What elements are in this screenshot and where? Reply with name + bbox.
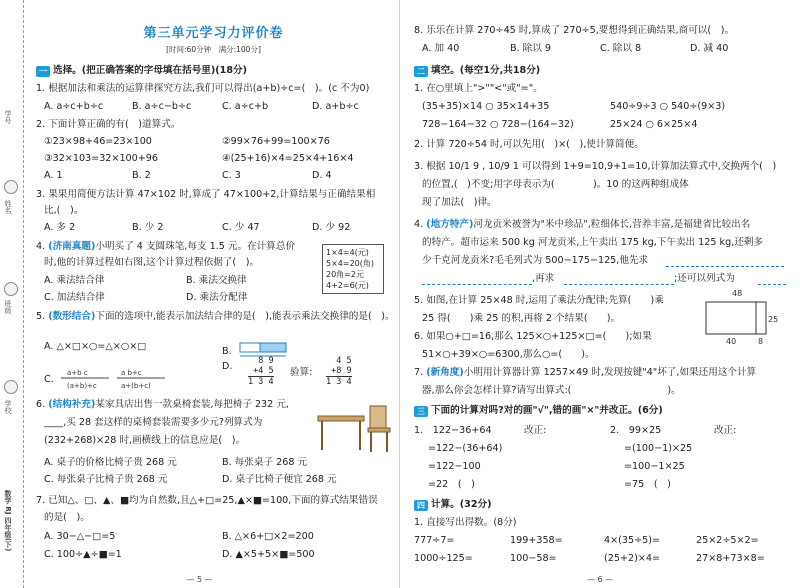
q1-option-a: A. a÷c+b÷c: [44, 101, 104, 112]
q6-stem-text: 某家具店出售一款桌椅套装,每把椅子 232 元,: [95, 399, 289, 410]
c2-step: 2. 99×25: [610, 425, 662, 436]
f1-item-3: 728−164−32 ○ 728−(164−32): [422, 119, 574, 130]
q2-option-a: A. 1: [44, 170, 63, 181]
exam-title: 第三单元学习力评价卷: [143, 26, 284, 41]
c2-step: =100−1×25: [624, 461, 685, 472]
q6-option-b: B. 每张桌子 268 元: [222, 457, 308, 468]
q2-item-2: ②99×76+99=100×76: [222, 136, 330, 147]
k1-stem: 1. 直接写出得数。(8分): [414, 517, 517, 528]
q1-stem: 1. 根据加法和乘法的运算律探究方法,我们可以得出(a+b)÷c=( )。(c 不为0): [36, 83, 370, 94]
q3-option-a: A. 多 2: [44, 222, 76, 233]
q3-option-d: D. 少 92: [312, 222, 351, 233]
section-3-text: 下面的计算对吗?对的画"√",错的画"×"并改正。(6分): [431, 405, 663, 416]
q2-item-1: ①23×98+46=23×100: [44, 136, 152, 147]
q1-option-c: C. a÷c+b: [222, 101, 269, 112]
k1-item: 100−58=: [510, 553, 557, 564]
calc-row: 4 5: [336, 356, 352, 366]
q7-option-c: C. 100÷▲÷■=1: [44, 549, 122, 560]
exam-subtitle: [时间:60分钟 满分:100分]: [166, 45, 261, 54]
c1-correction-label: 改正:: [524, 425, 547, 436]
q4-stem-text: 小明买了 4 支圆珠笔,每支 1.5 元。在计算总价: [95, 241, 296, 252]
f3-stem-line2: 的位置,( )不变;用字母表示为( )。10 的这两种组成体: [422, 179, 689, 190]
k1-item: 777÷7=: [414, 535, 455, 546]
q5-brace-figure: [59, 366, 169, 392]
f1-item-1: (35+35)×14 ○ 35×14+35: [422, 101, 550, 112]
f4-stem-line3: 少千克河龙贡米?毛毛列式为 500−175−125,他先求: [422, 255, 649, 266]
f4-stem-line4b: ;还可以列式为: [674, 273, 735, 284]
section-1-heading: [36, 64, 247, 78]
side-label-class: 班级: [4, 300, 12, 314]
side-label-name: 姓名: [4, 200, 12, 214]
section-number-badge: 二: [414, 66, 428, 77]
q5-option-d-label: D.: [222, 361, 233, 372]
q5-stem-text: 下面的选项中,能表示加法结合律的是( ),能表示乘法交换律的是( )。: [95, 311, 395, 322]
f5-fig-top-label: 48: [732, 289, 743, 298]
f7-stem-line2: 器,那么你会怎样计算?请写出算式:( )。: [422, 385, 681, 396]
q5-option-b-label: B.: [222, 346, 232, 357]
c1-step: =122−(36+64): [428, 443, 503, 454]
c1-step: 1. 122−36+64: [414, 425, 492, 436]
section-number-badge: 三: [414, 406, 428, 417]
q8-option-d: D. 减 40: [690, 43, 729, 54]
f2-stem: 2. 计算 720÷54 时,可以先用( )×( ),使计算简便。: [414, 139, 644, 150]
q4-option-c: C. 加法结合律: [44, 292, 105, 303]
q7-stem-line2: 的是( )。: [44, 512, 90, 523]
binding-hole-icon: [4, 380, 18, 394]
q4-stem-line1: 4. (济南真题)小明买了 4 支圆珠笔,每支 1.5 元。在计算总价: [36, 241, 296, 252]
section-number-badge: 一: [36, 66, 50, 77]
q3-stem-line2: 比,( )。: [44, 205, 84, 216]
k1-item: 4×(35÷5)=: [604, 535, 661, 546]
section-1-text: 选择。(把正确答案的字母填在括号里)(18分): [53, 65, 247, 76]
f5-fig-right-label: 25: [768, 315, 779, 324]
c2-step: =(100−1)×25: [624, 443, 693, 454]
section-4-text: 计算。(32分): [431, 499, 492, 510]
side-label-school: 学校: [4, 400, 12, 414]
q1-option-d: D. a+b÷c: [312, 101, 359, 112]
q4-stem-line2: 时,他的计算过程如右图,这个计算过程依据了( )。: [44, 257, 260, 268]
q4-tag: (济南真题): [48, 241, 96, 252]
q6-tag: (结构补充): [48, 399, 96, 410]
section-4-heading: [414, 498, 492, 512]
q4-box-line: 5×4=20(角): [326, 259, 375, 268]
calc-row: +4 5: [248, 366, 274, 377]
f1-item-2: 540÷9÷3 ○ 540÷(9×3): [610, 101, 726, 112]
k1-item: (25+2)×4=: [604, 553, 661, 564]
binding-hole-icon: [4, 180, 18, 194]
k1-item: 25×2÷5×2=: [696, 535, 759, 546]
f6-stem-line2: 51×○+39×○=6300,那么○=( )。: [422, 349, 595, 360]
c2-work: [610, 422, 692, 494]
table-chair-illustration: [314, 400, 394, 460]
q6-stem-line3: (232+268)×28 时,画横线上的信息应是( )。: [44, 435, 246, 446]
q2-option-c: C. 3: [222, 170, 241, 181]
c1-step: =22 ( ): [428, 479, 475, 490]
q2-item-3: ③32×103=32×100+96: [44, 153, 159, 164]
binding-margin: [0, 0, 24, 588]
side-label-student-id: 学号: [4, 110, 12, 124]
q5-option-c: [44, 366, 169, 392]
q5-vertical-check: [326, 356, 352, 387]
f6-stem-line1: 6. 如果○+□=16,那么 125×○+125×□=( );如果: [414, 331, 652, 342]
f4-answer-line: [666, 266, 784, 267]
q3-option-c: C. 少 47: [222, 222, 260, 233]
q7-option-a: A. 30−△−□=5: [44, 531, 116, 542]
calc-row: 1 3 4: [248, 377, 274, 387]
c1-work: [414, 422, 502, 494]
q5-option-d: [222, 360, 232, 373]
f5-stem-line2: 25 得( )乘 25 的积,再将 2 个结果( )。: [422, 313, 621, 324]
f7-stem-line1: 7. (新角度)小明用计算器计算 1257×49 时,发现按键"4"坏了,如果还用这个计算: [414, 367, 757, 378]
k1-item: 199+358=: [510, 535, 563, 546]
q6-option-d: D. 桌子比椅子便宜 268 元: [222, 474, 337, 485]
section-3-heading: [414, 404, 663, 418]
f1-item-4: 25×24 ○ 6×25×4: [610, 119, 698, 130]
q4-option-d: D. 乘法分配律: [186, 292, 248, 303]
q3-option-b: B. 少 2: [132, 222, 164, 233]
f1-stem: 1. 在○里填上">""<"或"="。: [414, 83, 543, 94]
f5-rectangle-figure: [702, 288, 782, 348]
q3-stem-line1: 3. 果果用简便方法计算 47×102 时,算成了 47×100+2,计算结果与正确结果相: [36, 189, 376, 200]
q5-stem: 5. (数形结合)下面的选项中,能表示加法结合律的是( ),能表示乘法交换律的是( )。: [36, 311, 395, 322]
q4-calc-box: [322, 244, 384, 294]
k1-item: 27×8+73×8=: [696, 553, 765, 564]
q4-box-line: 4+2=6(元): [326, 281, 369, 290]
f5-fig-bottom-right-label: 8: [758, 337, 764, 346]
svg-text:(a+b)+c: (a+b)+c: [66, 382, 97, 390]
q5-option-c-label: C.: [44, 374, 54, 385]
q4-box-line: 20角=2元: [326, 270, 364, 279]
q5-check-label: 验算:: [290, 367, 313, 378]
k1-item: 1000÷125=: [414, 553, 473, 564]
f3-stem-line1: 3. 根据 10/1 9 , 10/9 1 可以得到 1+9=10,9+1=10,计算加法算式中,交换两个( ): [414, 161, 777, 172]
f4-stem-line4: ,再求: [532, 273, 555, 284]
q7-stem-line1: 7. 已知△、□、▲、■均为自然数,且△+□=25,▲×■=100,下面的算式结果错误: [36, 495, 378, 506]
svg-text:a b+c: a b+c: [120, 369, 142, 377]
binding-hole-icon: [4, 282, 18, 296]
q7-option-b: B. △×6+□×2=200: [222, 531, 314, 542]
q5-vertical-calc: [248, 356, 274, 387]
page-number-left: — 5 —: [186, 575, 213, 584]
calc-row: 8 9: [258, 356, 274, 366]
q6-stem-line2: ____,买 28 套这样的桌椅套装需要多少元?列算式为: [44, 417, 263, 428]
f3-stem-line3: 现了加法( )律。: [422, 197, 497, 208]
q4-option-b: B. 乘法交换律: [186, 275, 247, 286]
q8-option-b: B. 除以 9: [510, 43, 552, 54]
f7-stem-text: 小明用计算器计算 1257×49 时,发现按键"4"坏了,如果还用这个计算: [463, 367, 757, 378]
svg-text:a+(b+c): a+(b+c): [120, 382, 151, 390]
q2-stem: 2. 下面计算正确的有( )道算式。: [36, 119, 181, 130]
q5-tag: (数形结合): [48, 311, 96, 322]
section-2-heading: [414, 64, 540, 78]
q4-option-a: A. 乘法结合律: [44, 275, 105, 286]
q8-stem: 8. 乐乐在计算 270÷45 时,算成了 270÷5,要想得到正确结果,商可以( )。: [414, 25, 735, 36]
c2-correction-label: 改正:: [714, 425, 737, 436]
q8-option-c: C. 除以 8: [600, 43, 642, 54]
right-page: [400, 0, 800, 588]
q6-option-c: C. 每张桌子比椅子贵 268 元: [44, 474, 168, 485]
f4-answer-line: [422, 284, 532, 285]
q2-item-4: ④(25+16)×4=25×4+16×4: [222, 153, 354, 164]
c2-step: =75 ( ): [624, 479, 671, 490]
section-number-badge: 四: [414, 500, 428, 511]
f5-stem-line1: 5. 如图,在计算 25×48 时,运用了乘法分配律;先算( )乘: [414, 295, 664, 306]
q2-option-d: D. 4: [312, 170, 332, 181]
page-number-right: — 6 —: [586, 575, 614, 584]
q1-option-b: B. a÷c−b÷c: [132, 101, 192, 112]
f4-answer-line: [564, 284, 674, 285]
q2-option-b: B. 2: [132, 170, 151, 181]
calc-row: 1 3 4: [326, 377, 352, 387]
f4-stem-line2: 的特产。超市运来 500 kg 河龙贡米,上午卖出 175 kg,下午卖出 125 kg,还剩多: [422, 237, 764, 248]
q8-option-a: A. 加 40: [422, 43, 460, 54]
q5-option-a: A. △×□×○=△×○×□: [44, 341, 147, 352]
svg-text:a+b c: a+b c: [66, 369, 88, 377]
f4-stem-text: 河龙贡米被誉为"米中珍品",粒细体长,营养丰富,是福建省比较出名: [473, 219, 751, 230]
f5-fig-bottom-left-label: 40: [726, 337, 737, 346]
q6-stem-line1: 6. (结构补充)某家具店出售一款桌椅套装,每把椅子 232 元,: [36, 399, 289, 410]
f7-tag: (新角度): [426, 367, 464, 378]
q7-option-d: D. ▲×5+5×■=500: [222, 549, 315, 560]
q6-option-a: A. 桌子的价格比椅子贵 268 元: [44, 457, 177, 468]
f4-tag: (地方特产): [426, 219, 474, 230]
calc-row: +8 9: [326, 366, 352, 377]
q4-box-line: 1×4=4(元): [326, 248, 369, 257]
f4-answer-line: [758, 284, 786, 285]
side-label-book: 数学 RJ 四年级(下): [4, 490, 12, 552]
f4-stem-line1: 4. (地方特产)河龙贡米被誉为"米中珍品",粒细体长,营养丰富,是福建省比较出名: [414, 219, 751, 230]
section-2-text: 填空。(每空1分,共18分): [431, 65, 541, 76]
c1-step: =122−100: [428, 461, 481, 472]
